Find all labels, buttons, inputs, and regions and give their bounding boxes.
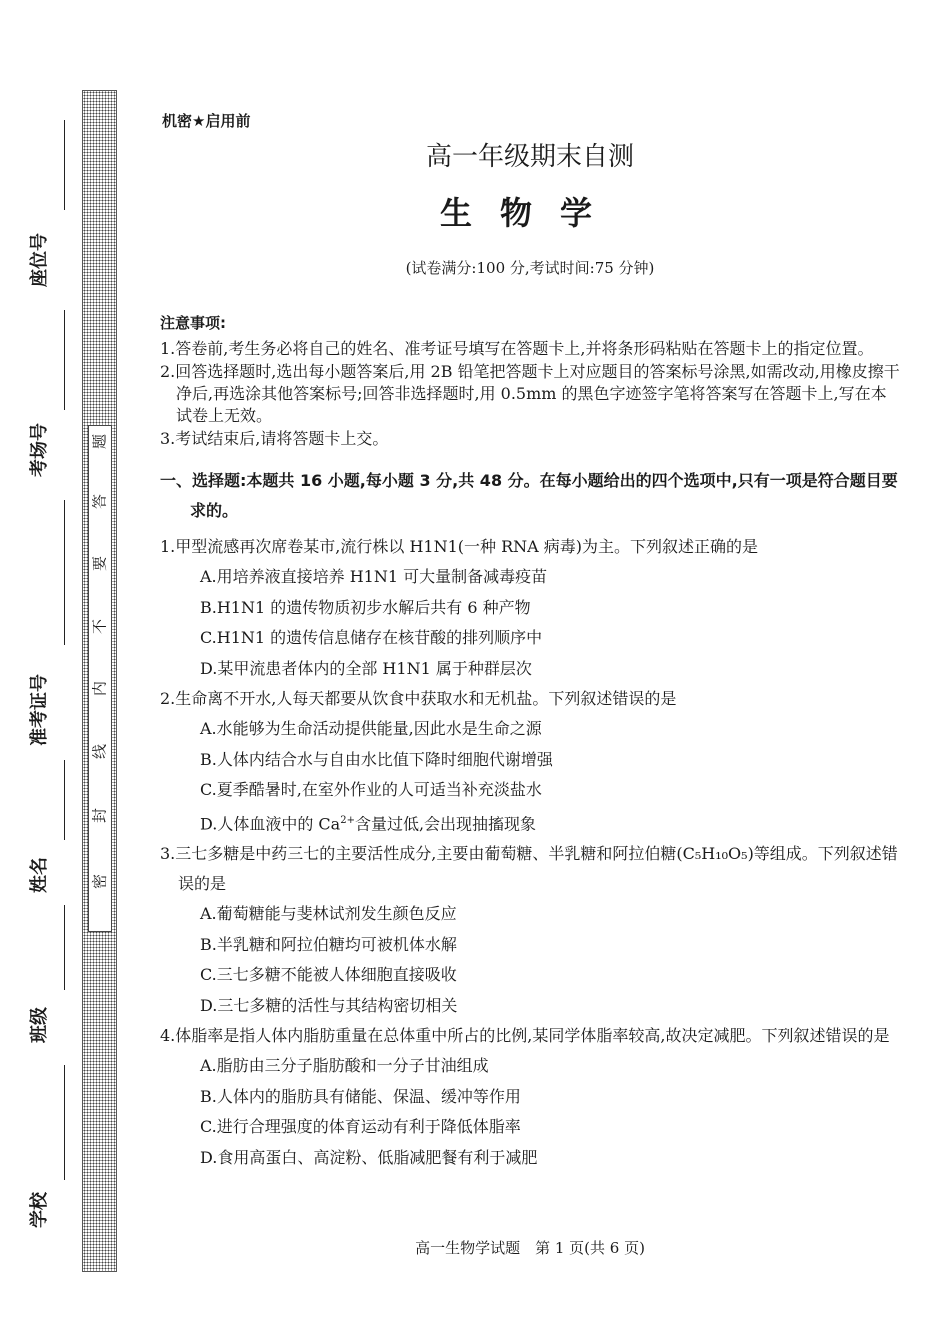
note-item: 2.回答选择题时,选出每小题答案后,用 2B 铅笔把答题卡上对应题目的答案标号涂黑,如需改动,用橡皮擦干净后,再选涂其他答案标号;回答非选择题时,用 0.5mm 的黑色字迹签字笔将答案写在答题卡上,写在本试卷上无效。	[160, 362, 900, 425]
seal-char: 线	[90, 744, 109, 760]
exam-title: 高一年级期末自测	[425, 142, 634, 172]
section-1-title: 一、选择题:本题共 16 小题,每小题 3 分,共 48 分。在每小题给出的四个选项中,只有一项是符合题目要求的。	[160, 471, 898, 520]
note-item: 1.答卷前,考生务必将自己的姓名、准考证号填写在答题卡上,并将条形码粘贴在答题卡上的指定位置。	[160, 339, 874, 358]
name-label: 姓名	[29, 857, 50, 893]
question-option: D.食用高蛋白、高淀粉、低脂减肥餐有利于减肥	[200, 1147, 538, 1167]
confidential-mark: 机密★启用前	[162, 112, 251, 130]
question-stem: 1.甲型流感再次席卷某市,流行株以 H1N1(一种 RNA 病毒)为主。下列叙述正确的是	[160, 537, 759, 556]
question-option: C.H1N1 的遗传信息储存在核苷酸的排列顺序中	[200, 628, 543, 647]
question-option: B.H1N1 的遗传物质初步水解后共有 6 种产物	[200, 597, 531, 617]
exam-content	[160, 312, 900, 1173]
page-footer: 高一生物学试题 第 1 页(共 6 页)	[415, 1239, 645, 1257]
class-label: 班级	[29, 1007, 50, 1043]
question-option: C.三七多糖不能被人体细胞直接吸收	[200, 965, 457, 985]
seal-char: 封	[90, 808, 109, 824]
question-option: A.水能够为生命活动提供能量,因此水是生命之源	[200, 719, 542, 738]
exam-room-line	[64, 310, 65, 410]
question-option: D.某甲流患者体内的全部 H1N1 属于种群层次	[200, 658, 532, 678]
seal-line-box	[88, 425, 112, 932]
seal-char: 不	[90, 619, 109, 635]
question-option: B.半乳糖和阿拉伯糖均可被机体水解	[200, 934, 457, 954]
question-option: C.进行合理强度的体育运动有利于降低体脂率	[200, 1117, 521, 1137]
question-stem: 4.体脂率是指人体内脂肪重量在总体重中所占的比例,某同学体脂率较高,故决定减肥。下列叙述错误的是	[160, 1026, 890, 1046]
exam-room-label: 考场号	[29, 423, 50, 477]
question-stem: 3.三七多糖是中药三七的主要活性成分,主要由葡萄糖、半乳糖和阿拉伯糖(C₅H₁₀O₅)等组成。下列叙述错误的是	[160, 844, 898, 894]
admission-number-label: 准考证号	[29, 674, 50, 746]
school-label: 学校	[29, 1192, 50, 1228]
question-option: B.人体内的脂肪具有储能、保温、缓冲等作用	[200, 1086, 521, 1106]
seal-char: 密	[90, 874, 109, 890]
question-option	[160, 806, 900, 840]
superscript-charge: 2+	[340, 814, 355, 826]
question-option: B.人体内结合水与自由水比值下降时细胞代谢增强	[200, 749, 553, 769]
admission-number-line	[64, 500, 65, 645]
option-text: 含量过低,会出现抽搐现象	[354, 813, 537, 833]
seal-char: 要	[90, 556, 109, 572]
question-option: C.夏季酷暑时,在室外作业的人可适当补充淡盐水	[200, 780, 542, 799]
exam-info: (试卷满分:100 分,考试时间:75 分钟)	[405, 259, 655, 277]
seal-char: 内	[90, 681, 109, 697]
question-stem: 2.生命离不开水,人每天都要从饮食中获取水和无机盐。下列叙述错误的是	[160, 689, 677, 708]
seal-char: 题	[90, 434, 109, 450]
notes-title: 注意事项:	[160, 314, 226, 332]
option-text: D.人体血液中的 Ca	[200, 813, 341, 833]
question-option: A.用培养液直接培养 H1N1 可大量制备减毒疫苗	[200, 567, 548, 586]
seal-char: 答	[90, 494, 109, 510]
subject-title: 生物学	[439, 194, 620, 232]
question-option: A.葡萄糖能与斐林试剂发生颜色反应	[200, 904, 457, 924]
note-item: 3.考试结束后,请将答题卡上交。	[160, 429, 389, 448]
question-option: A.脂肪由三分子脂肪酸和一分子甘油组成	[200, 1056, 489, 1076]
seat-number-label: 座位号	[29, 233, 50, 287]
question-option: D.三七多糖的活性与其结构密切相关	[200, 995, 458, 1015]
